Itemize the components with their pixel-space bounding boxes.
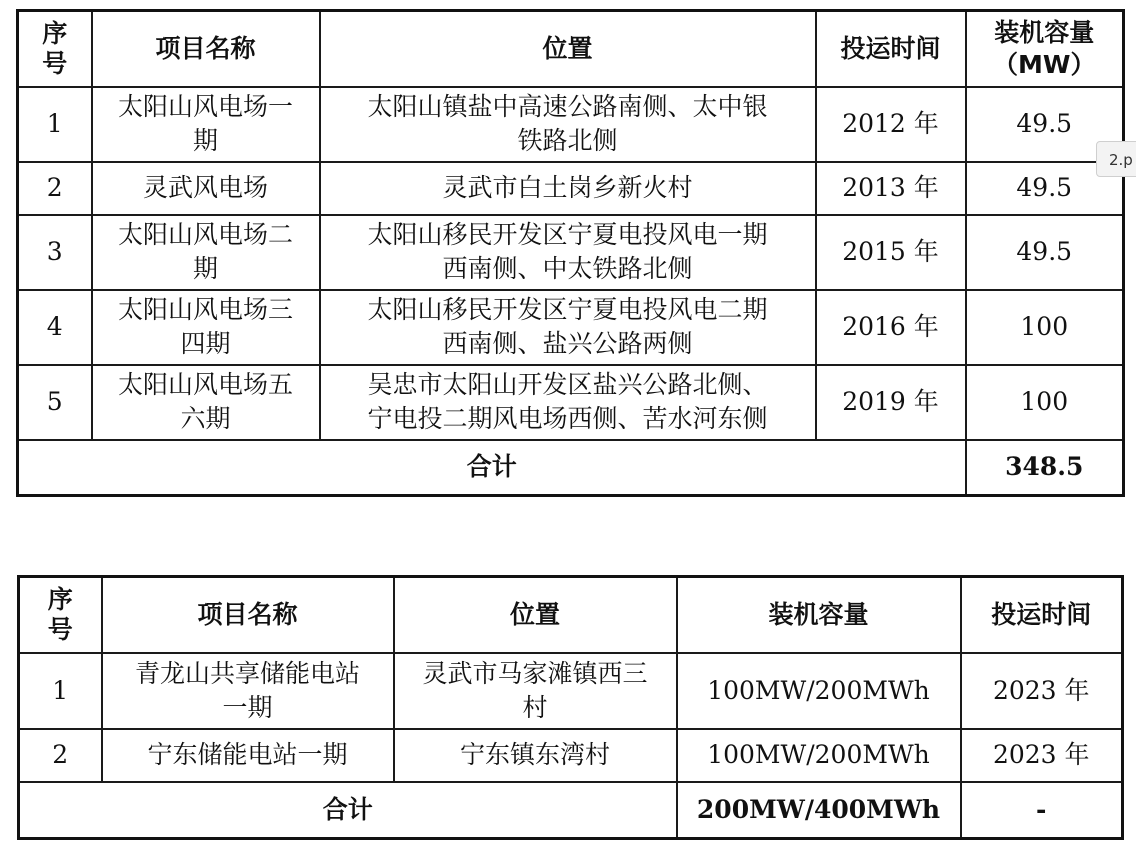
cell-location: 太阳山移民开发区宁夏电投风电二期 西南侧、盐兴公路两侧 [320, 290, 816, 365]
total-row [19, 782, 1123, 839]
table-row [19, 653, 1123, 729]
cell-seq: 1 [19, 653, 102, 729]
cell-seq: 5 [18, 365, 92, 440]
total-row [18, 440, 1124, 496]
cell-capacity: 49.5 [966, 215, 1124, 290]
cell-year: 2013 年 [816, 162, 966, 215]
table-row [18, 87, 1124, 162]
header-seq: 序 号 [18, 11, 92, 87]
cell-year: 2016 年 [816, 290, 966, 365]
cell-location: 吴忠市太阳山开发区盐兴公路北侧、 宁电投二期风电场西侧、苦水河东侧 [320, 365, 816, 440]
cell-year: 2012 年 [816, 87, 966, 162]
table-row [18, 365, 1124, 440]
cell-year: 2015 年 [816, 215, 966, 290]
table-row [18, 215, 1124, 290]
wind-farm-table [16, 9, 1125, 497]
header-year: 投运时间 [816, 11, 966, 87]
header-capacity: 装机容量 [677, 577, 961, 653]
cell-name: 太阳山风电场五 六期 [92, 365, 320, 440]
table-header-row [19, 577, 1123, 653]
cell-name: 灵武风电场 [92, 162, 320, 215]
header-name: 项目名称 [102, 577, 394, 653]
cell-year: 2023 年 [961, 729, 1123, 782]
cell-seq: 2 [19, 729, 102, 782]
file-tab-chip[interactable]: 2.p [1096, 141, 1136, 177]
cell-seq: 1 [18, 87, 92, 162]
header-capacity: 装机容量 （MW） [966, 11, 1124, 87]
cell-name: 太阳山风电场一 期 [92, 87, 320, 162]
energy-storage-table [17, 575, 1124, 840]
cell-seq: 3 [18, 215, 92, 290]
total-label: 合计 [18, 440, 966, 496]
header-seq: 序 号 [19, 577, 102, 653]
table-row [18, 162, 1124, 215]
cell-location: 太阳山镇盐中高速公路南侧、太中银 铁路北侧 [320, 87, 816, 162]
cell-seq: 4 [18, 290, 92, 365]
total-year: - [961, 782, 1123, 839]
cell-location: 灵武市马家滩镇西三 村 [394, 653, 677, 729]
cell-capacity: 100 [966, 290, 1124, 365]
cell-capacity: 100MW/200MWh [677, 653, 961, 729]
cell-name: 太阳山风电场三 四期 [92, 290, 320, 365]
header-name: 项目名称 [92, 11, 320, 87]
header-location: 位置 [320, 11, 816, 87]
cell-capacity: 49.5 [966, 162, 1124, 215]
header-year: 投运时间 [961, 577, 1123, 653]
total-label: 合计 [19, 782, 677, 839]
table-row [18, 290, 1124, 365]
cell-location: 灵武市白土岗乡新火村 [320, 162, 816, 215]
cell-name: 宁东储能电站一期 [102, 729, 394, 782]
table-header-row [18, 11, 1124, 87]
cell-capacity: 49.5 [966, 87, 1124, 162]
cell-year: 2019 年 [816, 365, 966, 440]
cell-name: 青龙山共享储能电站 一期 [102, 653, 394, 729]
cell-capacity: 100MW/200MWh [677, 729, 961, 782]
cell-capacity: 100 [966, 365, 1124, 440]
total-capacity: 200MW/400MWh [677, 782, 961, 839]
cell-location: 太阳山移民开发区宁夏电投风电一期 西南侧、中太铁路北侧 [320, 215, 816, 290]
total-capacity: 348.5 [966, 440, 1124, 496]
cell-location: 宁东镇东湾村 [394, 729, 677, 782]
table-row [19, 729, 1123, 782]
header-location: 位置 [394, 577, 677, 653]
cell-name: 太阳山风电场二 期 [92, 215, 320, 290]
cell-seq: 2 [18, 162, 92, 215]
cell-year: 2023 年 [961, 653, 1123, 729]
